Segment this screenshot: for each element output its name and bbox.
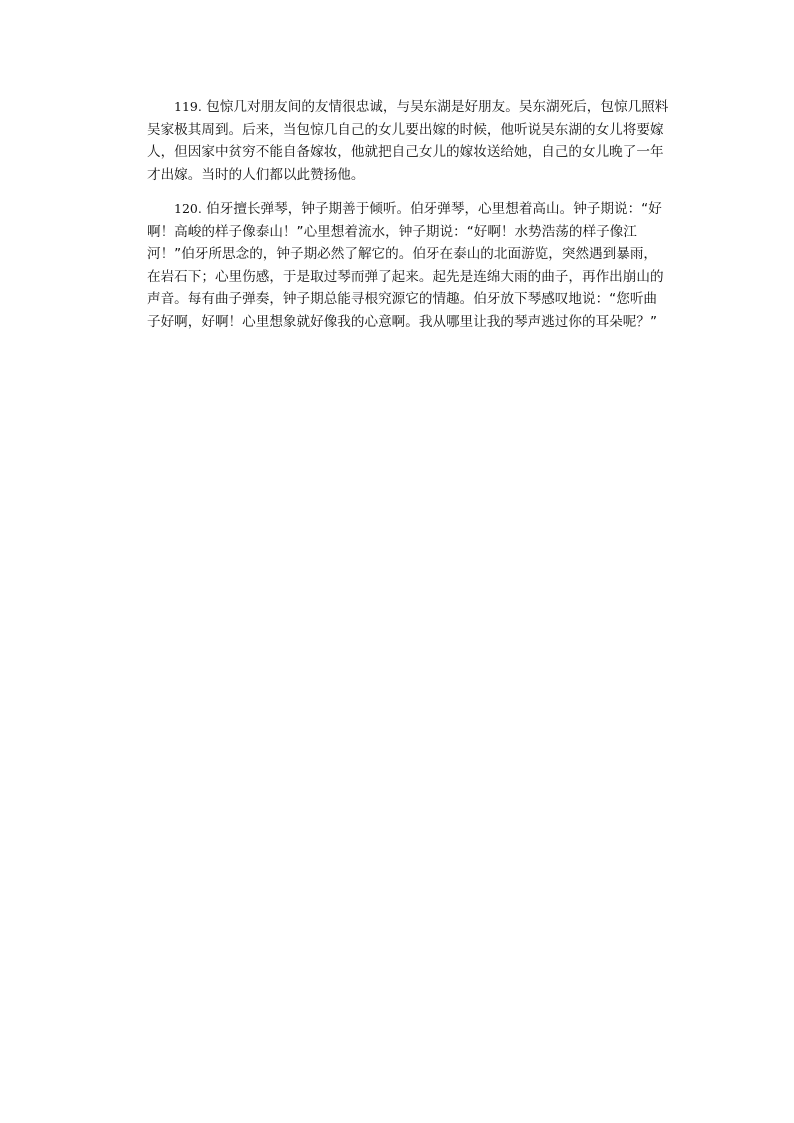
paragraph-line: 才出嫁。当时的人们都以此赞扬他。 <box>147 166 365 183</box>
paragraph-number: 120. <box>174 201 202 216</box>
paragraph-number: 119. <box>174 99 202 114</box>
paragraph-line: 吴家极其周到。后来，当包惊几自己的女儿要出嫁的时候，他听说吴东湖的女儿将要嫁 <box>147 121 664 138</box>
document-page <box>120 96 678 333</box>
paragraph-line: 啊！高峻的样子像泰山！”心里想着流水，钟子期说：“好啊！水势浩荡的样子像江 <box>147 223 637 240</box>
paragraph-120 <box>120 198 678 333</box>
paragraph-line: 人，但因家中贫穷不能自备嫁妆，他就把自己女儿的嫁妆送给她，自己的女儿晚了一年 <box>147 144 664 160</box>
paragraph-text: 伯牙擅长弹琴，钟子期善于倾听。伯牙弹琴，心里想着高山。钟子期说：“好 <box>206 201 662 217</box>
paragraph-119 <box>120 96 678 186</box>
paragraph-line <box>120 198 678 221</box>
paragraph-text: 包惊几对朋友间的友情很忠诚，与吴东湖是好朋友。吴东湖死后，包惊几照料 <box>206 99 669 115</box>
paragraph-line <box>120 96 678 119</box>
paragraph-line: 在岩石下；心里伤感，于是取过琴而弹了起来。起先是连绵大雨的曲子，再作出崩山的 <box>147 268 664 285</box>
paragraph-line: 声音。每有曲子弹奏，钟子期总能寻根究源它的情趣。伯牙放下琴感叹地说：“您听曲 <box>147 291 658 307</box>
paragraph-line: 河！”伯牙所思念的，钟子期必然了解它的。伯牙在泰山的北面游览，突然遇到暴雨， <box>147 246 658 262</box>
paragraph-line: 子好啊，好啊！心里想象就好像我的心意啊。我从哪里让我的琴声逃过你的耳朵呢？” <box>147 313 658 330</box>
